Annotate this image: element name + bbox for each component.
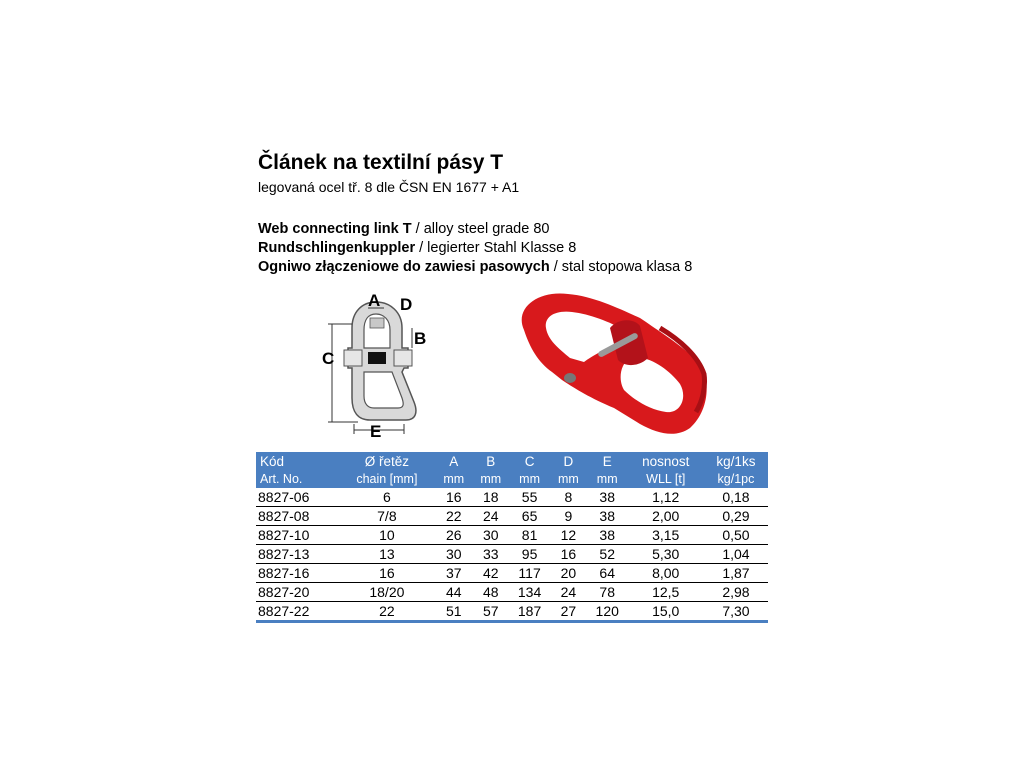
table-cell: 8827-20 (256, 583, 338, 602)
table-cell: 78 (587, 583, 628, 602)
table-cell: 81 (509, 526, 550, 545)
header-cell: chain [mm] (356, 471, 418, 486)
header-cell: nosnost (642, 453, 690, 469)
polish-name: Ogniwo złączeniowe do zawiesi pasowych (258, 259, 550, 275)
table-cell: 55 (509, 488, 550, 507)
table-cell: 15,0 (628, 602, 704, 622)
table-cell: 8827-10 (256, 526, 338, 545)
table-cell: 0,18 (704, 488, 768, 507)
table-cell: 8827-22 (256, 602, 338, 622)
german-name: Rundschlingenkuppler (258, 240, 416, 256)
header-cell: kg/1ks (716, 453, 756, 469)
table-header-row (256, 470, 768, 488)
red-link-image (522, 293, 707, 433)
table-cell: 0,50 (704, 526, 768, 545)
table-cell: 187 (509, 602, 550, 622)
header-cell: Art. No. (260, 471, 303, 486)
table-cell: 44 (435, 583, 472, 602)
table-cell: 117 (509, 564, 550, 583)
table-cell: 30 (472, 526, 509, 545)
table-cell: 57 (472, 602, 509, 622)
table-cell: 5,30 (628, 545, 704, 564)
dimension-label-c: C (322, 349, 335, 368)
table-row (256, 602, 768, 622)
dimension-label-d: D (400, 295, 413, 314)
table-cell: 1,12 (628, 488, 704, 507)
product-subtitle: legovaná ocel tř. 8 dle ČSN EN 1677 + A1 (258, 179, 520, 195)
table-cell: 16 (550, 545, 587, 564)
table-row (256, 526, 768, 545)
table-cell: 12,5 (628, 583, 704, 602)
table-cell: 8,00 (628, 564, 704, 583)
dimension-label-b: B (414, 329, 427, 348)
header-cell: D (563, 453, 574, 469)
table-cell: 24 (472, 507, 509, 526)
table-cell: 9 (550, 507, 587, 526)
header-cell: mm (596, 471, 618, 486)
table-cell: 1,04 (704, 545, 768, 564)
table-cell: 1,87 (704, 564, 768, 583)
english-description (258, 220, 549, 239)
table-cell: 95 (509, 545, 550, 564)
table-cell: 26 (435, 526, 472, 545)
header-cell: E (602, 453, 612, 469)
german-desc: / legierter Stahl Klasse 8 (415, 240, 577, 256)
header-cell: Kód (260, 453, 285, 469)
table-cell: 120 (587, 602, 628, 622)
link-drawing (344, 302, 416, 420)
table-cell: 38 (587, 526, 628, 545)
table-cell: 6 (338, 488, 435, 507)
table-cell: 38 (587, 507, 628, 526)
table-cell: 65 (509, 507, 550, 526)
table-cell: 7/8 (338, 507, 435, 526)
table-header-row (256, 452, 768, 470)
table-cell: 2,98 (704, 583, 768, 602)
table-cell: 0,29 (704, 507, 768, 526)
table-cell: 42 (472, 564, 509, 583)
table-cell: 2,00 (628, 507, 704, 526)
table-cell: 7,30 (704, 602, 768, 622)
table-body (256, 488, 768, 622)
header-cell: Ø řetěz (364, 453, 410, 469)
table-cell: 3,15 (628, 526, 704, 545)
table-cell: 8 (550, 488, 587, 507)
english-name: Web connecting link T (258, 221, 412, 237)
dimension-label-a: A (368, 291, 381, 310)
table-row (256, 507, 768, 526)
table-row (256, 564, 768, 583)
table-cell: 24 (550, 583, 587, 602)
header-cell: B (486, 453, 496, 469)
table-cell: 18 (472, 488, 509, 507)
dimension-label-e: E (370, 422, 382, 438)
header-cell: kg/1pc (717, 471, 755, 486)
table-row (256, 545, 768, 564)
english-desc: / alloy steel grade 80 (411, 221, 550, 237)
table-cell: 16 (338, 564, 435, 583)
header-cell: mm (443, 471, 465, 486)
specification-table (256, 452, 768, 623)
header-cell: C (524, 453, 535, 469)
table-cell: 20 (550, 564, 587, 583)
table-cell: 8827-16 (256, 564, 338, 583)
product-title: Článek na textilní pásy T (258, 151, 504, 174)
table-row (256, 583, 768, 602)
header-cell: WLL [t] (646, 471, 686, 486)
table-cell: 13 (338, 545, 435, 564)
table-cell: 10 (338, 526, 435, 545)
table-cell: 22 (338, 602, 435, 622)
german-description (258, 239, 576, 258)
table-cell: 27 (550, 602, 587, 622)
table-cell: 52 (587, 545, 628, 564)
table-cell: 51 (435, 602, 472, 622)
table-cell: 22 (435, 507, 472, 526)
table-cell: 48 (472, 583, 509, 602)
table-cell: 8827-06 (256, 488, 338, 507)
table-cell: 38 (587, 488, 628, 507)
table-cell: 30 (435, 545, 472, 564)
table-cell: 64 (587, 564, 628, 583)
table-cell: 33 (472, 545, 509, 564)
polish-desc: / stal stopowa klasa 8 (549, 259, 693, 275)
table-row (256, 488, 768, 507)
header-cell: mm (519, 471, 540, 486)
table-cell: 12 (550, 526, 587, 545)
dimension-diagram (318, 288, 434, 438)
table-cell: 134 (509, 583, 550, 602)
product-photo (510, 288, 720, 440)
table-cell: 8827-13 (256, 545, 338, 564)
header-cell: A (449, 453, 459, 469)
header-cell: mm (480, 471, 502, 486)
polish-description (258, 258, 692, 277)
header-cell: mm (557, 471, 579, 486)
table-cell: 37 (435, 564, 472, 583)
table-cell: 16 (435, 488, 472, 507)
table-cell: 8827-08 (256, 507, 338, 526)
table-cell: 18/20 (338, 583, 435, 602)
